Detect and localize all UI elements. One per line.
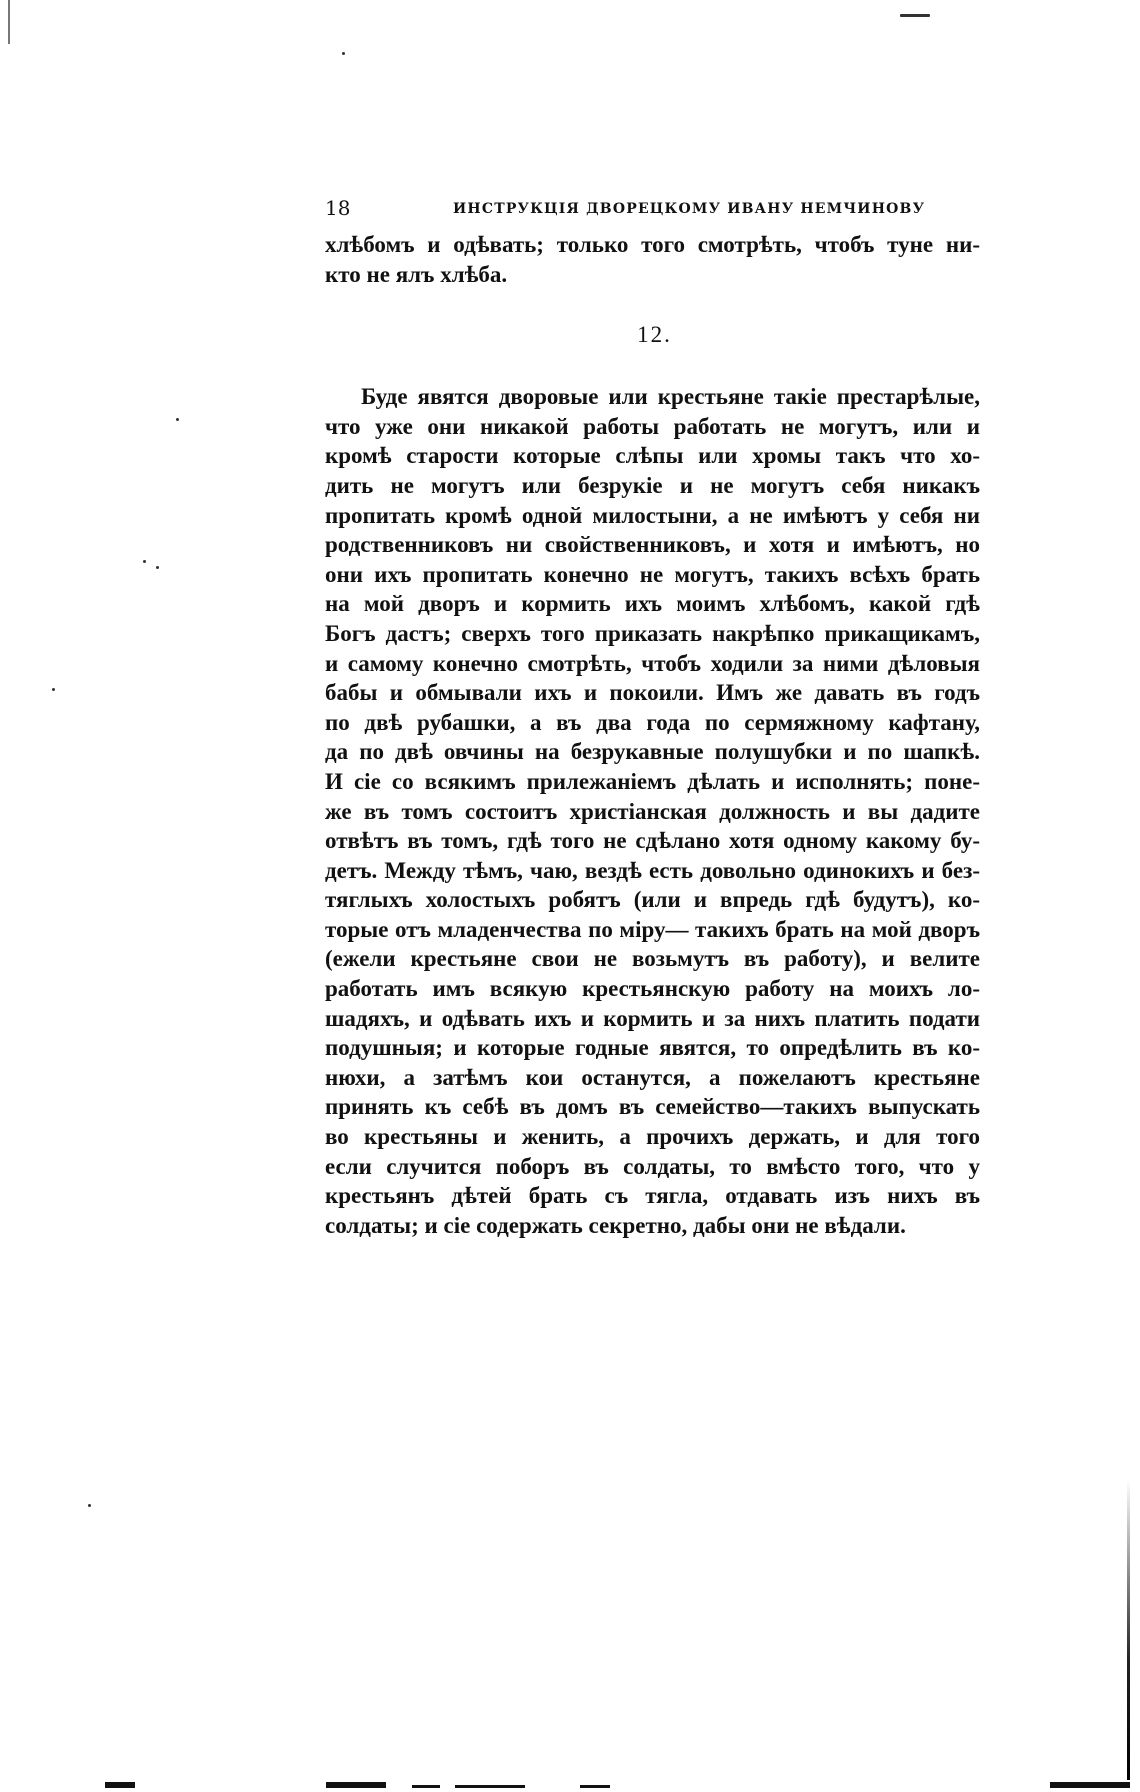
text-line: крестьянъ дѣтей брать съ тягла, отдавать изъ нихъ въ bbox=[325, 1183, 980, 1209]
text-line: хлѣбомъ и одѣвать; только того смотрѣть, чтобъ туне ни- bbox=[325, 232, 980, 257]
speck bbox=[143, 560, 146, 563]
text-line: нюхи, а затѣмъ кои останутся, а пожелаютъ крестьяне bbox=[325, 1064, 980, 1090]
running-title: ИНСТРУКЦІЯ ДВОРЕЦКОМУ ИВАНУ НЕМЧИНОВУ bbox=[453, 201, 926, 217]
text-line: если случится поборъ въ солдаты, то вмѣсто того, что у bbox=[325, 1153, 980, 1179]
text-line: же въ томъ состоитъ христіанская должность и вы дадите bbox=[325, 798, 980, 824]
text-line: И сіе со всякимъ прилежаніемъ дѣлать и исполнять; поне- bbox=[325, 768, 980, 794]
continuation-text bbox=[325, 230, 980, 289]
text-line: бабы и обмывали ихъ и покоили. Имъ же давать въ годъ bbox=[325, 680, 980, 706]
section-number: 12. bbox=[637, 322, 672, 348]
text-line: да по двѣ овчины на безрукавные полушубки и по шапкѣ. bbox=[325, 739, 980, 765]
page bbox=[325, 196, 980, 1240]
text-line: пропитать кромѣ одной милостыни, а не имѣютъ у себя ни bbox=[325, 502, 980, 528]
text-line: во крестьяны и женить, а прочихъ держать, и для того bbox=[325, 1124, 980, 1150]
text-line: солдаты; и сіе содержать секретно, дабы они не вѣдали. bbox=[325, 1212, 906, 1238]
text-line: по двѣ рубашки, а въ два года по сермяжному кафтану, bbox=[325, 709, 980, 735]
scan-edge-left bbox=[8, 0, 10, 44]
text-line: родственниковъ ни свойственниковъ, и хотя и имѣютъ, но bbox=[325, 532, 980, 558]
text-line: они ихъ пропитать конечно не могутъ, такихъ всѣхъ брать bbox=[325, 561, 980, 587]
speck bbox=[156, 566, 159, 569]
text-line: шадяхъ, и одѣвать ихъ и кормить и за нихъ платить подати bbox=[325, 1005, 980, 1031]
text-line: тяглыхъ холостыхъ робятъ (или и впредь гдѣ будутъ), ко- bbox=[325, 887, 980, 913]
text-line: что уже они никакой работы работать не могутъ, или и bbox=[325, 413, 980, 439]
speck bbox=[88, 1504, 91, 1507]
speck bbox=[342, 52, 345, 55]
page-number: 18 bbox=[325, 196, 351, 220]
speck bbox=[52, 688, 55, 691]
text-line: Буде явятся дворовые или крестьяне такіе престарѣлые, bbox=[361, 384, 980, 410]
paragraph bbox=[325, 382, 980, 1240]
scan-edge-right bbox=[1127, 1480, 1130, 1780]
text-line: кто не ялъ хлѣба. bbox=[325, 261, 508, 287]
text-line: принять къ себѣ въ домъ въ семейство—такихъ выпускать bbox=[325, 1094, 980, 1120]
text-line: Богъ дастъ; сверхъ того приказать накрѣпко прикащикамъ, bbox=[325, 620, 980, 646]
text-line: отвѣтъ въ томъ, гдѣ того не сдѣлано хотя одному какому бу- bbox=[325, 828, 980, 854]
speck bbox=[176, 418, 179, 421]
text-line: кромѣ старости которые слѣпы или хромы такъ что хо- bbox=[325, 443, 980, 469]
text-line: и самому конечно смотрѣть, чтобъ ходили за ними дѣловыя bbox=[325, 650, 980, 676]
text-line: дить не могутъ или безрукіе и не могутъ себя никакъ bbox=[325, 472, 980, 498]
text-line: торые отъ младенчества по міру— такихъ брать на мой дворъ bbox=[325, 916, 980, 942]
text-line: на мой дворъ и кормить ихъ моимъ хлѣбомъ, какой гдѣ bbox=[325, 591, 980, 617]
scan-bottom-edge bbox=[0, 1776, 1140, 1792]
text-line: работать имъ всякую крестьянскую работу на моихъ ло- bbox=[325, 976, 980, 1002]
text-line: подушныя; и которые годные явятся, то опредѣлить въ ко- bbox=[325, 1035, 980, 1061]
text-line: (ежели крестьяне свои не возьмутъ въ работу), и велите bbox=[325, 946, 980, 972]
text-line: детъ. Между тѣмъ, чаю, вездѣ есть довольно одинокихъ и без- bbox=[325, 857, 980, 883]
page-header bbox=[325, 196, 980, 224]
speck bbox=[900, 14, 930, 17]
